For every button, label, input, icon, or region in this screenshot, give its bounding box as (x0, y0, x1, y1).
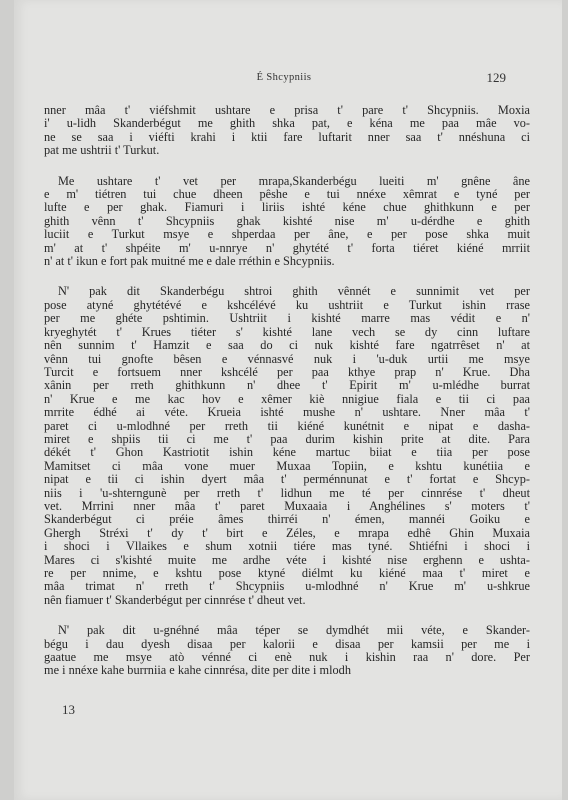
text-line: me i nnéxe kahe burrniia e kahe cinnrésa, dite per dite i mlodh (44, 664, 351, 678)
paragraph (44, 175, 530, 269)
text-line: Ghergh Stréxi t' dy t' birt e Zéles, e mrapa edhê Ghin Muxaia (44, 526, 530, 540)
text-line: xânin per rreth ghithkunn n' dhee t' Epirit m' u-mlédhe burrat (44, 379, 530, 393)
text-line: pose atyné ghytétévé e kshcélévé ku ushtriit e Turkut ishin rrase (44, 298, 530, 312)
text-line: N' pak dit u-gnéhné mâa téper se dymdhét mii véte, e Skander- (58, 624, 530, 638)
text-line: mrrite édhé ai véte. Krueia ishté mushe n' ushtare. Nner mâa t' (44, 406, 530, 420)
text-line: vet. Mrrini nner mâa t' paret Muxaaia i Anghélines s' moters t' (44, 499, 530, 513)
text-line: nipat e tii ci ishin dyert mâa t' perménnunat e t' fortat e Shcyp- (44, 473, 530, 487)
text-line: Skanderbégut ci préie âmes thirréi n' émen, mannéi Goiku e (44, 513, 530, 527)
running-title: É Shcypniis (256, 72, 312, 83)
text-line: ne se saa i viéfti krahi i ktii fare luftarit nner saa t' nnéshuna ci (44, 130, 530, 144)
text-line: Mamitset ci mâa vone muer Muxaa Topiin, e kshtu kunétiia e (44, 459, 530, 473)
text-line: paret ci u-mlodhné per rreth tii kiéné kunétnit e nipat e dasha- (44, 419, 530, 433)
body-text (44, 104, 530, 695)
text-line: Mares ci s'kishté muite me ardhe véte i kishté nise erghenn e ushta- (44, 553, 530, 567)
text-line: n' at t' ikun e fort pak muitné me e dale rréthin e Shcypniis. (44, 255, 335, 269)
text-line: N' pak dit Skanderbégu shtroi ghith vênnét e sunnimit vet per (58, 285, 530, 299)
text-line: nên fiamuer t' Skanderbégut per cinnrése t' dheut vet. (44, 593, 306, 607)
text-line: n' Krue e me kac hov e xêmer kiè nnigiue fiala e tii ci paa (44, 392, 530, 406)
paragraph (44, 624, 530, 678)
text-line: luciit e Turkut msye e shperdaa per âne, e per pose shka muit (44, 228, 530, 242)
text-line: mâa trimat n' rreth t' Shcypniis u-mlodhné n' Krue m' u-shkrue (44, 580, 530, 594)
page-header (0, 72, 568, 90)
text-line: gaatue me msye atò vénné ci enè nuk i kishin raa n' dore. Per (44, 651, 530, 665)
text-line: pat me ushtrii t' Turkut. (44, 144, 160, 158)
text-line: ghith vênn t' Shcypniis ghak kishté nise m' u-dérdhe e ghith (44, 214, 530, 228)
text-line: miret e shpiis tii ci me t' paa durim kishin prite at dite. Para (44, 432, 530, 446)
text-line: Me ushtare t' vet per mrapa,Skanderbégu lueiti m' gnêne âne (58, 174, 530, 188)
paragraph (44, 285, 530, 607)
text-line: m' at t' shpéite m' u-nnrye n' ghytété t' forta tiéret kiéné mrriit (44, 241, 530, 255)
text-line: i shoci i Vllaikes e shum xotnii tiére mas tyné. Shtiéfni i shoci i (44, 540, 530, 554)
signature-mark: 13 (62, 702, 75, 717)
text-line: niis i 'u-shterngunè per rreth t' lidhun me té per cinnrése t' dheut (44, 486, 530, 500)
text-line: dékét t' Ghon Kastriotit ishin kéne martuc biiat e tiia per pose (44, 446, 530, 460)
text-line: per me ghéte pshtimin. Ushtriit i kishté marre mas védit e n' (44, 312, 530, 326)
page-number: 129 (486, 70, 506, 85)
text-line: lufte e per ghak. Fiamuri i liriis ishté kéne chue ghithkunn e per (44, 201, 530, 215)
text-line: bégu i dau dyesh disaa per kalorii e disaa per kamsii per me i (44, 637, 530, 651)
text-line: kryeghytét t' Krues tiéter s' kishté lane vech se dy cinn luftare (44, 325, 530, 339)
text-line: e m' tiétren tui chue dheen pêshe e tui nnéxe xêmrat e tyné per (44, 188, 530, 202)
text-line: re per nnime, e kshtu pose ktyné diélmt ku kiéné maa t' miret e (44, 567, 530, 580)
text-line: i' u-lidh Skanderbégut me ghith shka pat, e kéna me paa mâe vo- (44, 117, 530, 131)
text-line: nner mâa t' viéfshmit ushtare e prisa t' pare t' Shcypniis. Moxia (44, 104, 530, 117)
text-line: Turcit e fortsuem nner kshcélé per paa kthye prap n' Krue. Dha (44, 365, 530, 379)
text-line: vênn tui gnofte bêsen e vénnasvé nuk i 'u-duk urtii me msye (44, 352, 530, 366)
paragraph (44, 104, 530, 158)
text-line: nên sunnim t' Hamzit e saa do ci nuk kishté fare ngatrrêset n' at (44, 339, 530, 353)
